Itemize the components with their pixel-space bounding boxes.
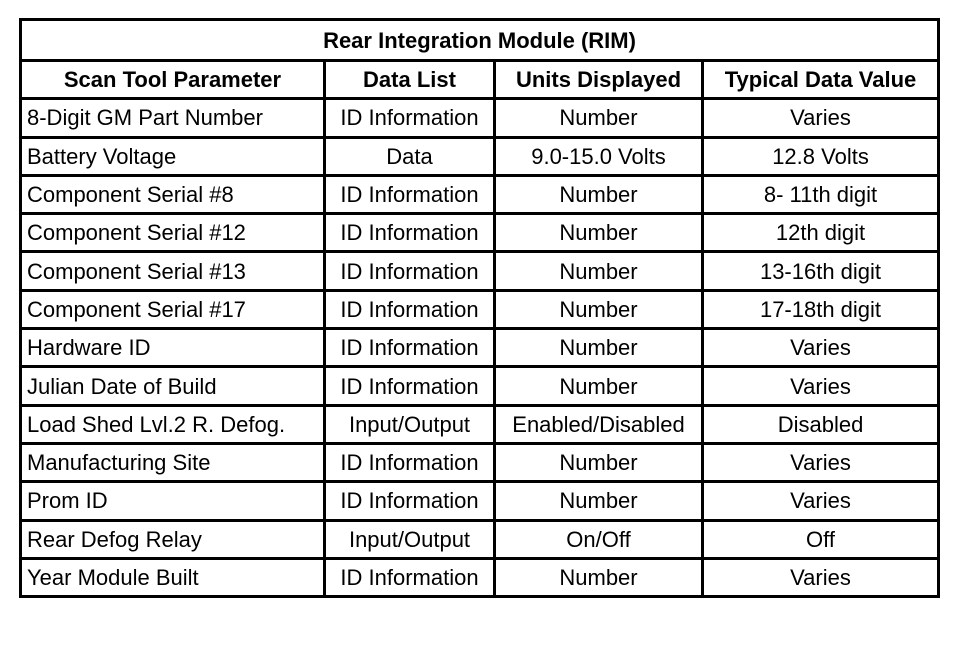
table-cell: 12th digit	[703, 214, 939, 252]
table-row	[21, 290, 939, 328]
table-cell: ID Information	[325, 290, 495, 328]
table-cell: Enabled/Disabled	[495, 405, 703, 443]
table-cell: ID Information	[325, 252, 495, 290]
table-row	[21, 214, 939, 252]
table-cell: Component Serial #12	[21, 214, 325, 252]
table-cell: ID Information	[325, 214, 495, 252]
table-cell: Component Serial #17	[21, 290, 325, 328]
table-cell: Battery Voltage	[21, 137, 325, 175]
table-cell: Input/Output	[325, 520, 495, 558]
table-cell: Number	[495, 558, 703, 596]
table-cell: Data	[325, 137, 495, 175]
table-cell: ID Information	[325, 482, 495, 520]
table-cell: Number	[495, 482, 703, 520]
table-cell: Number	[495, 175, 703, 213]
table-row	[21, 405, 939, 443]
table-cell: Number	[495, 99, 703, 137]
header-typical-data-value: Typical Data Value	[703, 61, 939, 99]
table-cell: Number	[495, 367, 703, 405]
table-row	[21, 252, 939, 290]
table-cell: Component Serial #8	[21, 175, 325, 213]
table-cell: Number	[495, 443, 703, 481]
table-row	[21, 482, 939, 520]
table-row	[21, 558, 939, 596]
table-cell: 12.8 Volts	[703, 137, 939, 175]
table-cell: On/Off	[495, 520, 703, 558]
table-cell: Varies	[703, 482, 939, 520]
table-cell: 8- 11th digit	[703, 175, 939, 213]
table-title: Rear Integration Module (RIM)	[21, 20, 939, 61]
table-cell: Input/Output	[325, 405, 495, 443]
table-cell: Varies	[703, 99, 939, 137]
table-cell: 9.0-15.0 Volts	[495, 137, 703, 175]
table-cell: Varies	[703, 367, 939, 405]
table-cell: Varies	[703, 558, 939, 596]
table-cell: Number	[495, 252, 703, 290]
table-cell: Component Serial #13	[21, 252, 325, 290]
table-cell: Varies	[703, 443, 939, 481]
table-cell: 17-18th digit	[703, 290, 939, 328]
table-cell: ID Information	[325, 175, 495, 213]
table-cell: Julian Date of Build	[21, 367, 325, 405]
table-cell: Number	[495, 329, 703, 367]
rim-data-table	[19, 18, 940, 598]
table-cell: ID Information	[325, 558, 495, 596]
table-row	[21, 520, 939, 558]
table-cell: Varies	[703, 329, 939, 367]
table-title-row	[21, 20, 939, 61]
table-cell: Number	[495, 290, 703, 328]
table-cell: Rear Defog Relay	[21, 520, 325, 558]
table-cell: Hardware ID	[21, 329, 325, 367]
table-cell: Manufacturing Site	[21, 443, 325, 481]
table-cell: Off	[703, 520, 939, 558]
table-row	[21, 137, 939, 175]
table-cell: Disabled	[703, 405, 939, 443]
table-row	[21, 329, 939, 367]
table-cell: Load Shed Lvl.2 R. Defog.	[21, 405, 325, 443]
table-header-row	[21, 61, 939, 99]
rim-table-container	[19, 18, 937, 640]
header-data-list: Data List	[325, 61, 495, 99]
table-cell: 8-Digit GM Part Number	[21, 99, 325, 137]
table-cell: Number	[495, 214, 703, 252]
table-row	[21, 99, 939, 137]
table-cell: 13-16th digit	[703, 252, 939, 290]
table-cell: ID Information	[325, 367, 495, 405]
table-row	[21, 367, 939, 405]
table-cell: ID Information	[325, 99, 495, 137]
table-cell: Year Module Built	[21, 558, 325, 596]
table-cell: ID Information	[325, 443, 495, 481]
table-row	[21, 175, 939, 213]
table-cell: ID Information	[325, 329, 495, 367]
table-cell: Prom ID	[21, 482, 325, 520]
header-scan-tool-parameter: Scan Tool Parameter	[21, 61, 325, 99]
header-units-displayed: Units Displayed	[495, 61, 703, 99]
table-row	[21, 443, 939, 481]
table-body	[21, 99, 939, 597]
